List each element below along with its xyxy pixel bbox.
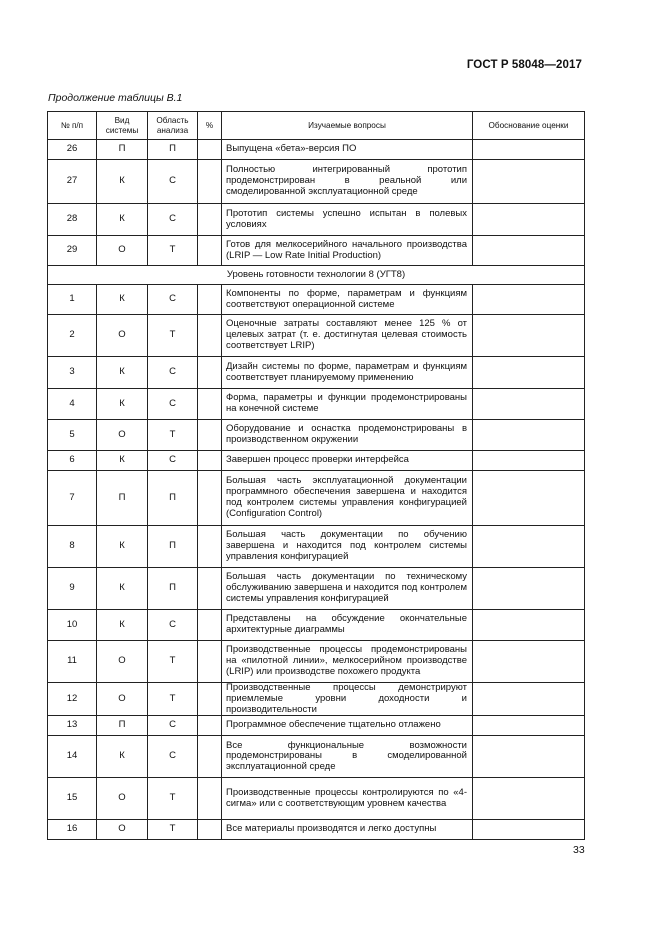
cell-kind: К	[97, 451, 148, 471]
cell-area: С	[148, 716, 198, 736]
cell-num: 4	[48, 389, 97, 420]
cell-pct	[198, 389, 222, 420]
table-row	[48, 610, 585, 641]
cell-area: С	[148, 285, 198, 315]
cell-pct	[198, 610, 222, 641]
table-row	[48, 357, 585, 389]
cell-question: Производственные процессы контролируются по «4-сигма» или с соответствующим уровнем качества	[222, 778, 473, 820]
col-header-area: Область анализа	[148, 112, 198, 140]
cell-pct	[198, 471, 222, 526]
cell-question: Производственные процессы демонстрируют приемлемые уровни доходности и производительности	[222, 683, 473, 716]
cell-kind: К	[97, 736, 148, 778]
cell-reason	[473, 285, 585, 315]
cell-reason	[473, 357, 585, 389]
cell-reason	[473, 568, 585, 610]
table-header-row	[48, 112, 585, 140]
cell-question: Дизайн системы по форме, параметрам и функциям соответствует планируемому применению	[222, 357, 473, 389]
cell-reason	[473, 315, 585, 357]
table-row	[48, 389, 585, 420]
cell-num: 26	[48, 140, 97, 160]
cell-reason	[473, 716, 585, 736]
cell-pct	[198, 526, 222, 568]
cell-pct	[198, 140, 222, 160]
cell-question: Выпущена «бета»-версия ПО	[222, 140, 473, 160]
cell-question: Форма, параметры и функции продемонстрированы на конечной системе	[222, 389, 473, 420]
table-caption: Продолжение таблицы В.1	[48, 92, 183, 104]
cell-pct	[198, 778, 222, 820]
cell-reason	[473, 526, 585, 568]
cell-kind: К	[97, 160, 148, 204]
cell-pct	[198, 451, 222, 471]
cell-kind: К	[97, 285, 148, 315]
cell-pct	[198, 716, 222, 736]
cell-kind: К	[97, 204, 148, 236]
cell-pct	[198, 736, 222, 778]
cell-kind: К	[97, 389, 148, 420]
cell-num: 9	[48, 568, 97, 610]
cell-area: Т	[148, 236, 198, 266]
cell-pct	[198, 641, 222, 683]
cell-num: 6	[48, 451, 97, 471]
cell-area: С	[148, 610, 198, 641]
section-title: Уровень готовности технологии 8 (УГТ8)	[48, 266, 585, 285]
cell-kind: О	[97, 641, 148, 683]
cell-reason	[473, 389, 585, 420]
cell-num: 5	[48, 420, 97, 451]
cell-num: 15	[48, 778, 97, 820]
cell-reason	[473, 736, 585, 778]
cell-area: Т	[148, 641, 198, 683]
cell-num: 2	[48, 315, 97, 357]
cell-area: Т	[148, 820, 198, 840]
cell-kind: О	[97, 778, 148, 820]
cell-kind: П	[97, 471, 148, 526]
table-row	[48, 204, 585, 236]
cell-area: П	[148, 568, 198, 610]
cell-kind: О	[97, 420, 148, 451]
cell-num: 27	[48, 160, 97, 204]
cell-kind: О	[97, 315, 148, 357]
cell-area: С	[148, 451, 198, 471]
col-header-reason: Обоснование оценки	[473, 112, 585, 140]
cell-question: Большая часть документации по обучению завершена и находится под контролем системы управления конфигурацией	[222, 526, 473, 568]
document-id: ГОСТ Р 58048—2017	[466, 59, 582, 71]
cell-question: Компоненты по форме, параметрам и функциям соответствуют операционной системе	[222, 285, 473, 315]
table-row	[48, 140, 585, 160]
cell-question: Большая часть эксплуатационной документации программного обеспечения завершена и находится под контролем системы управления конфигурацией (Configuration Control)	[222, 471, 473, 526]
cell-question: Полностью интегрированный прототип продемонстрирован в реальной или смоделированной эксплуатационной среде	[222, 160, 473, 204]
table-row	[48, 236, 585, 266]
cell-kind: К	[97, 526, 148, 568]
cell-reason	[473, 610, 585, 641]
cell-question: Программное обеспечение тщательно отлажено	[222, 716, 473, 736]
cell-area: Т	[148, 778, 198, 820]
cell-pct	[198, 357, 222, 389]
cell-area: П	[148, 140, 198, 160]
cell-reason	[473, 160, 585, 204]
cell-pct	[198, 820, 222, 840]
cell-num: 3	[48, 357, 97, 389]
cell-num: 7	[48, 471, 97, 526]
table-row	[48, 736, 585, 778]
cell-num: 16	[48, 820, 97, 840]
cell-pct	[198, 160, 222, 204]
table-row	[48, 471, 585, 526]
cell-num: 1	[48, 285, 97, 315]
cell-area: П	[148, 471, 198, 526]
cell-num: 14	[48, 736, 97, 778]
cell-question: Все материалы производятся и легко доступны	[222, 820, 473, 840]
cell-num: 10	[48, 610, 97, 641]
cell-pct	[198, 236, 222, 266]
cell-pct	[198, 285, 222, 315]
table-row	[48, 315, 585, 357]
cell-area: С	[148, 389, 198, 420]
cell-area: С	[148, 736, 198, 778]
cell-kind: О	[97, 236, 148, 266]
cell-question: Завершен процесс проверки интерфейса	[222, 451, 473, 471]
cell-num: 13	[48, 716, 97, 736]
col-header-pct: %	[198, 112, 222, 140]
cell-pct	[198, 683, 222, 716]
cell-num: 28	[48, 204, 97, 236]
cell-reason	[473, 820, 585, 840]
cell-reason	[473, 683, 585, 716]
cell-kind: П	[97, 716, 148, 736]
cell-kind: К	[97, 357, 148, 389]
table-row	[48, 716, 585, 736]
cell-reason	[473, 641, 585, 683]
cell-kind: О	[97, 820, 148, 840]
cell-area: Т	[148, 420, 198, 451]
cell-area: П	[148, 526, 198, 568]
cell-question: Представлены на обсуждение окончательные архитектурные диаграммы	[222, 610, 473, 641]
cell-reason	[473, 204, 585, 236]
cell-question: Прототип системы успешно испытан в полевых условиях	[222, 204, 473, 236]
cell-reason	[473, 140, 585, 160]
assessment-table	[47, 111, 585, 840]
col-header-num: № п/п	[48, 112, 97, 140]
table-row	[48, 778, 585, 820]
cell-num: 8	[48, 526, 97, 568]
cell-pct	[198, 204, 222, 236]
cell-kind: К	[97, 568, 148, 610]
table-row	[48, 641, 585, 683]
cell-num: 11	[48, 641, 97, 683]
section-row	[48, 266, 585, 285]
cell-area: С	[148, 357, 198, 389]
table-row	[48, 820, 585, 840]
table-row	[48, 451, 585, 471]
cell-kind: П	[97, 140, 148, 160]
cell-reason	[473, 420, 585, 451]
cell-question: Готов для мелкосерийного начального производства (LRIP — Low Rate Initial Production)	[222, 236, 473, 266]
cell-reason	[473, 236, 585, 266]
table-row	[48, 568, 585, 610]
table-row	[48, 160, 585, 204]
cell-area: С	[148, 204, 198, 236]
cell-num: 29	[48, 236, 97, 266]
table-row	[48, 683, 585, 716]
table-row	[48, 285, 585, 315]
cell-area: С	[148, 160, 198, 204]
col-header-kind: Вид системы	[97, 112, 148, 140]
table-row	[48, 420, 585, 451]
cell-question: Оборудование и оснастка продемонстрированы в производственном окружении	[222, 420, 473, 451]
cell-question: Оценочные затраты составляют менее 125 % от целевых затрат (т. е. достигнутая целевая стоимость соответствует LRIP)	[222, 315, 473, 357]
table-row	[48, 526, 585, 568]
cell-area: Т	[148, 315, 198, 357]
col-header-question: Изучаемые вопросы	[222, 112, 473, 140]
cell-num: 12	[48, 683, 97, 716]
cell-kind: К	[97, 610, 148, 641]
cell-pct	[198, 420, 222, 451]
cell-question: Все функциональные возможности продемонстрированы в смоделированной эксплуатационной среде	[222, 736, 473, 778]
cell-pct	[198, 315, 222, 357]
cell-question: Большая часть документации по техническому обслуживанию завершена и находится под контролем системы управления конфигурацией	[222, 568, 473, 610]
cell-reason	[473, 451, 585, 471]
cell-area: Т	[148, 683, 198, 716]
cell-kind: О	[97, 683, 148, 716]
cell-reason	[473, 778, 585, 820]
cell-reason	[473, 471, 585, 526]
page-number: 33	[573, 844, 585, 856]
cell-pct	[198, 568, 222, 610]
cell-question: Производственные процессы продемонстрированы на «пилотной линии», мелкосерийном производстве (LRIP) или производстве похожего продукта	[222, 641, 473, 683]
